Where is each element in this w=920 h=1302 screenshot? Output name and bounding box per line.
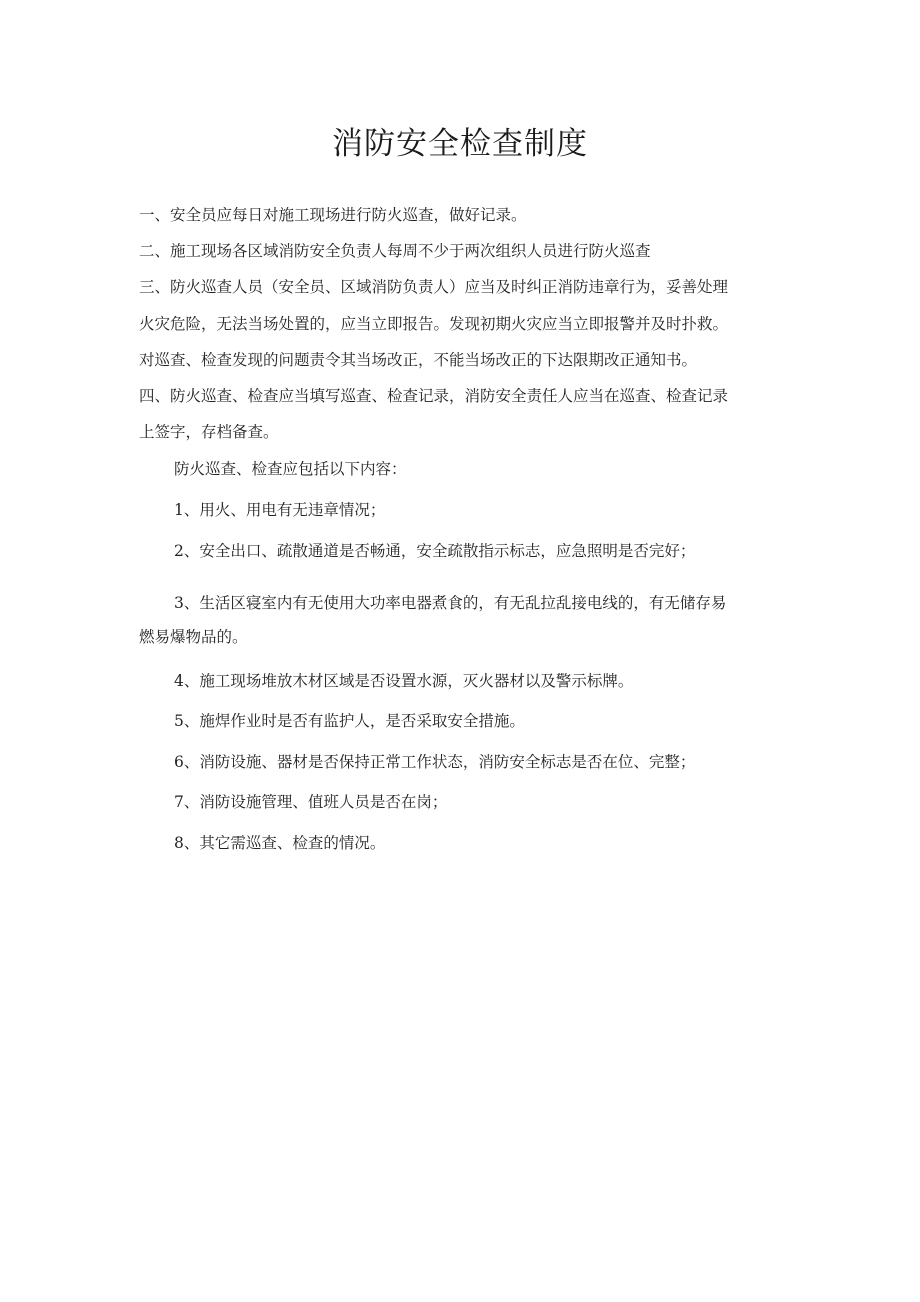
checklist-item-3: 3、生活区寝室内有无使用大功率电器煮食的，有无乱拉乱接电线的，有无储存易 <box>174 594 727 612</box>
paragraph-line-4: 火灾危险，无法当场处置的，应当立即报告。发现初期火灾应当立即报警并及时扑救。 <box>139 315 729 333</box>
document-title: 消防安全检查制度 <box>332 126 588 162</box>
paragraph-line-3: 三、防火巡查人员（安全员、区域消防负责人）应当及时纠正消防违章行为，妥善处理 <box>139 278 729 296</box>
paragraph-line-5: 对巡查、检查发现的问题责令其当场改正，不能当场改正的下达限期改正通知书。 <box>139 351 698 369</box>
checklist-item-1: 1、用火、用电有无违章情况； <box>174 501 386 519</box>
paragraph-line-2: 二、施工现场各区域消防安全负责人每周不少于两次组织人员进行防火巡查 <box>139 242 651 260</box>
checklist-item-3-continued: 燃易爆物品的。 <box>139 628 248 646</box>
checklist-intro: 防火巡查、检查应包括以下内容： <box>174 460 407 478</box>
checklist-item-6: 6、消防设施、器材是否保持正常工作状态，消防安全标志是否在位、完整； <box>174 753 696 771</box>
checklist-item-8: 8、其它需巡查、检查的情况。 <box>174 834 386 852</box>
checklist-item-7: 7、消防设施管理、值班人员是否在岗； <box>174 793 448 811</box>
paragraph-line-7: 上签字，存档备查。 <box>139 423 279 441</box>
checklist-item-2: 2、安全出口、疏散通道是否畅通，安全疏散指示标志，应急照明是否完好； <box>174 542 696 560</box>
paragraph-line-1: 一、安全员应每日对施工现场进行防火巡查，做好记录。 <box>139 206 527 224</box>
checklist-item-4: 4、施工现场堆放木材区域是否设置水源，灭火器材以及警示标牌。 <box>174 672 634 690</box>
paragraph-line-6: 四、防火巡查、检查应当填写巡查、检查记录，消防安全责任人应当在巡查、检查记录 <box>139 387 729 405</box>
checklist-item-5: 5、施焊作业时是否有监护人，是否采取安全措施。 <box>174 712 525 730</box>
